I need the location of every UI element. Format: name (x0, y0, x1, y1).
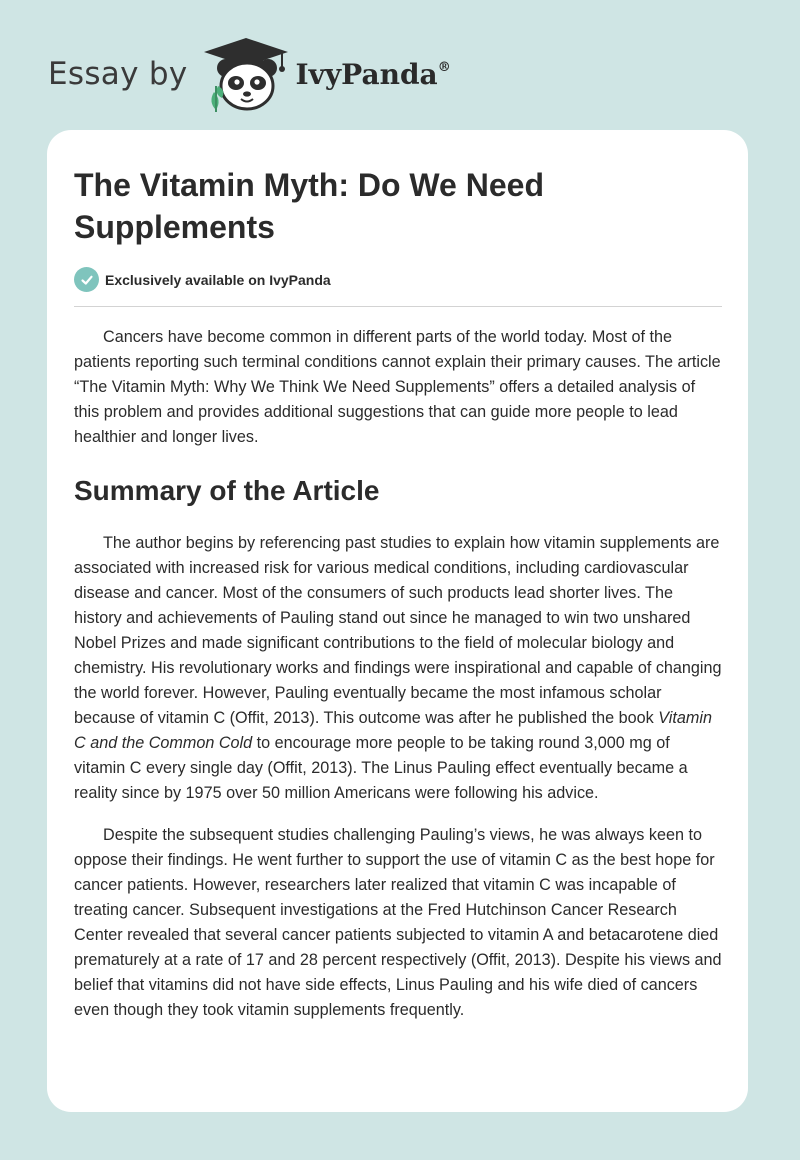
summary-paragraph-2: Despite the subsequent studies challenging Pauling’s views, he was always keen to oppose their findings. He went further to support the use of vitamin C as the best hope for cancer patients. However, researchers later realized that vitamin C was incapable of treating cancer. Subsequent investigations at the Fred Hutchinson Cancer Research Center revealed that several cancer patients subjected to vitamin A and betacarotene died prematurely at a rate of 17 and 28 percent respectively (Offit, 2013). Despite his views and belief that vitamins did not have side effects, Linus Pauling and his wife died of cancers even though they took vitamin supplements frequently. (74, 826, 722, 1019)
section-heading: Summary of the Article (74, 475, 380, 506)
intro-paragraph: Cancers have become common in different parts of the world today. Most of the patients reporting such terminal conditions cannot explain their primary causes. The article “The Vitamin Myth: Why We Think We Need Supplements” offers a detailed analysis of this problem and provides additional suggestions that can guide more people to lead healthier and longer lives. (74, 328, 721, 446)
brand-prefix: Essay by (48, 56, 188, 92)
panda-graduate-icon (204, 36, 294, 112)
paragraph-text: The author begins by referencing past studies to explain how vitamin supplements are associated with increased risk for various medical conditions, including cardiovascular disease and cancer. Most of the consumers of such products lead shorter lives. The history and achievements of Pauling stand out since he managed to win two unshared Nobel Prizes and made significant contributions to the field of molecular biology and chemistry. His revolutionary works and findings were inspirational and capable of changing the world forever. However, Pauling eventually became the most infamous scholar because of vitamin C (Offit, 2013). This outcome was after he published the book (74, 534, 722, 727)
essay-title: The Vitamin Myth: Do We Need Supplements (74, 167, 544, 245)
exclusive-badge-label: Exclusively available on IvyPanda (105, 271, 331, 288)
checkmark-icon (74, 267, 99, 292)
paragraph-text: to encourage more people to be taking round 3,000 mg of vitamin C every single day (Offit, 2013). The Linus Pauling effect eventually became a reality since by 1975 over 50 million Americans were following his advice. (74, 734, 688, 802)
title-divider (74, 306, 722, 307)
essay-card (47, 130, 748, 1112)
book-title: Vitamin C and the Common Cold (74, 709, 712, 752)
summary-paragraph-1 (74, 531, 722, 806)
brand-name: IvyPanda® (295, 57, 451, 91)
site-brand[interactable] (48, 36, 451, 112)
exclusive-badge (74, 267, 722, 292)
